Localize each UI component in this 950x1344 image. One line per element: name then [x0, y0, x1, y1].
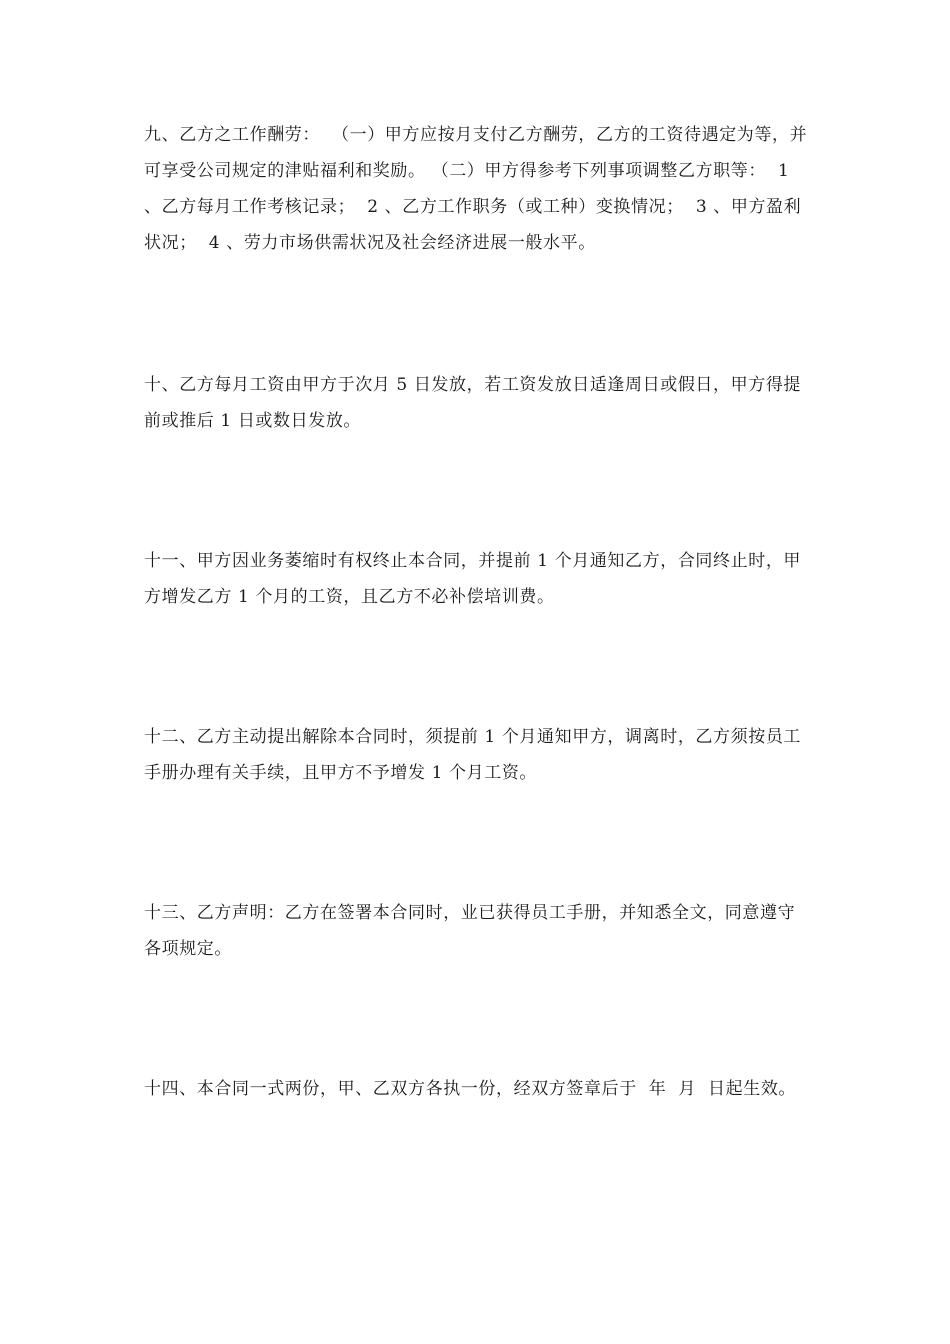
clause-10-pay-date: 十、乙方每月工资由甲方于次月 5 日发放，若工资发放日适逢周日或假日，甲方得提前或推后 1 日或数日发放。 [144, 375, 802, 431]
clause-13-declaration: 十三、乙方声明：乙方在签署本合同时，业已获得员工手册，并知悉全文，同意遵守各项规定。 [144, 903, 796, 959]
clause-11-termination: 十一、甲方因业务萎缩时有权终止本合同，并提前 1 个月通知乙方，合同终止时，甲方增发乙方 1 个月的工资，且乙方不必补偿培训费。 [144, 551, 802, 607]
clause-9-salary: 九、乙方之工作酬劳： （一）甲方应按月支付乙方酬劳，乙方的工资待遇定为等，并可享受公司规定的津贴福利和奖励。 （二）甲方得参考下列事项调整乙方职等： 1 、乙方每月工作考核记录； 2 、乙方工作职务（或工种）变换情况； 3 、甲方盈利状况； 4 、劳力市场供需状况及社会经济进展一般水平。 [144, 125, 808, 253]
clause-14-effective-date: 十四、本合同一式两份，甲、乙双方各执一份，经双方签章后于 年 月 日起生效。 [144, 1079, 797, 1099]
clause-12-resignation: 十二、乙方主动提出解除本合同时，须提前 1 个月通知甲方，调离时，乙方须按员工手册办理有关手续，且甲方不予增发 1 个月工资。 [144, 727, 802, 783]
